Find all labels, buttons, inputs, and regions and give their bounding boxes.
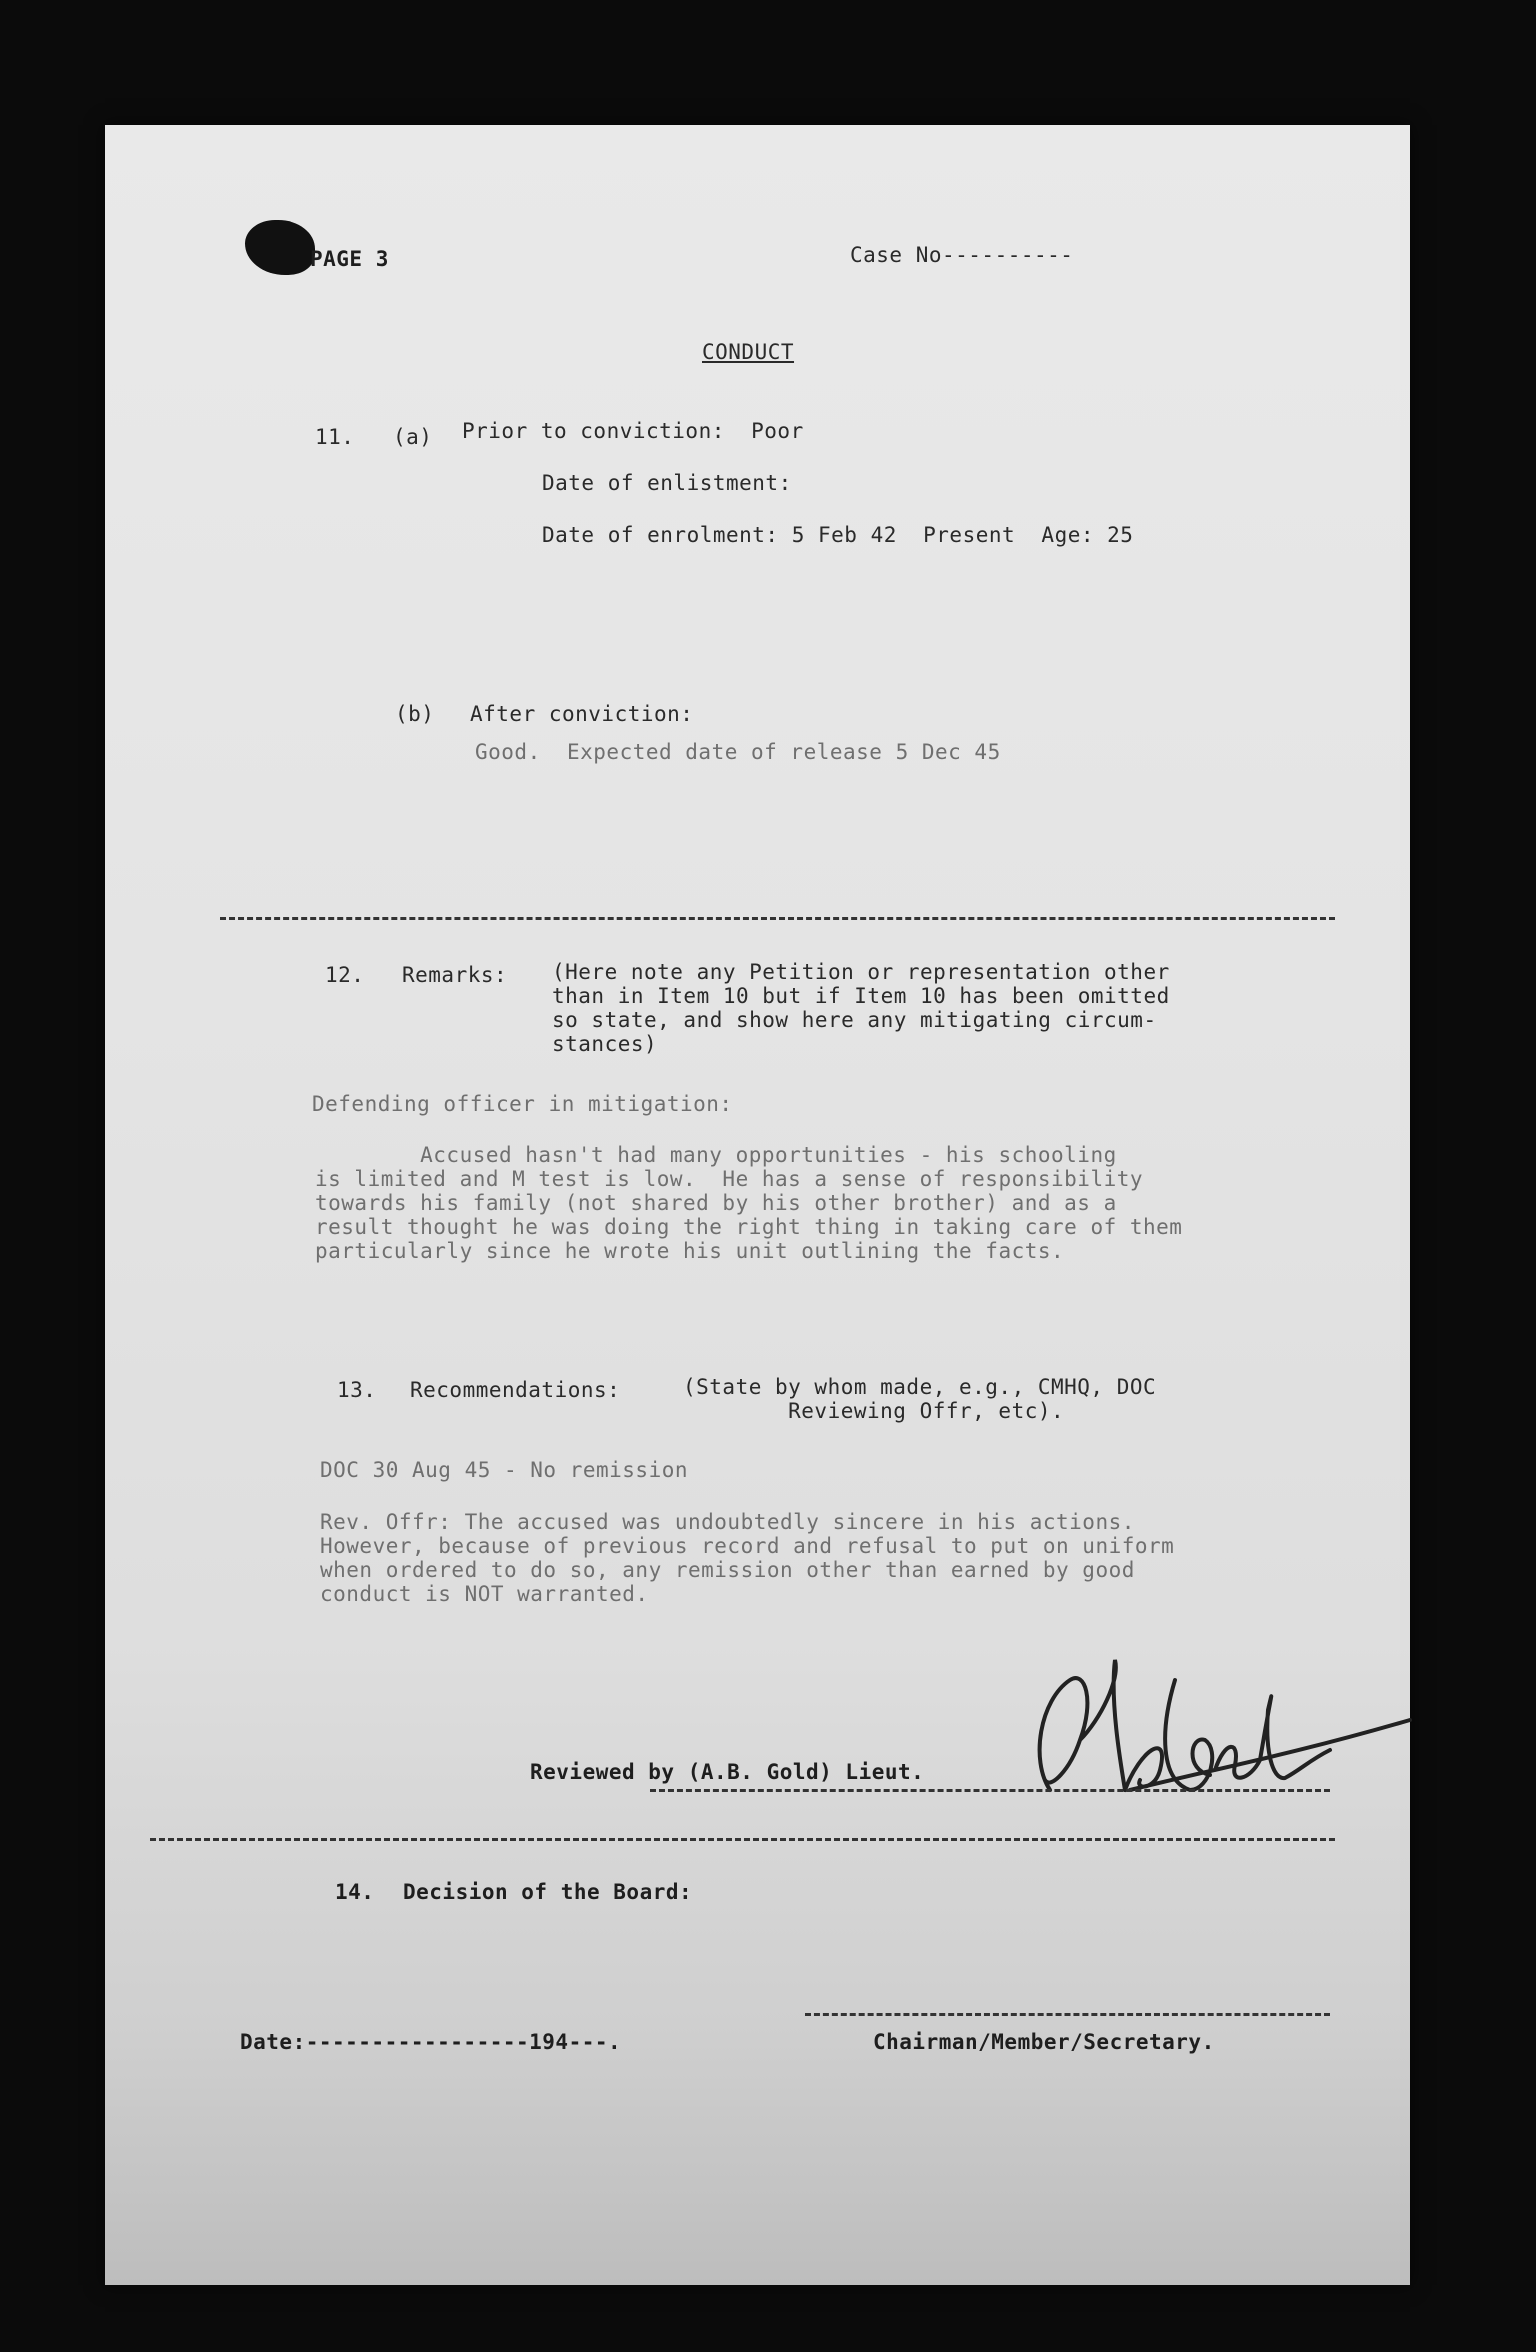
case-number: Case No----------: [850, 243, 1074, 267]
page-label: PAGE 3: [310, 247, 389, 271]
item13-rev-body: Rev. Offr: The accused was undoubtedly sincere in his actions. However, because of previous record and refusal to put on uniform when ordered to do so, any remission other than earned by good conduct is NOT warranted.: [320, 1510, 1175, 1606]
item11-a-text: Prior to conviction: Poor: [462, 419, 804, 443]
signature-line: [805, 2013, 1330, 2016]
date-line: Date:-----------------194---.: [240, 2030, 622, 2054]
item12-label: Remarks:: [402, 963, 508, 987]
document-page: [105, 125, 1410, 2285]
divider-2: [150, 1838, 1335, 1841]
signature-role: Chairman/Member/Secretary.: [873, 2030, 1215, 2054]
item14-number: 14.: [335, 1880, 375, 1904]
item12-subhead: Defending officer in mitigation:: [312, 1092, 733, 1116]
signature-image: [1010, 1640, 1430, 1820]
item13-number: 13.: [337, 1378, 377, 1402]
reviewer-underline: [650, 1789, 1330, 1792]
punch-hole-mark: [245, 220, 315, 275]
item11-b-label: (b): [395, 702, 435, 726]
section-title: CONDUCT: [702, 340, 795, 364]
enrolment-line: Date of enrolment: 5 Feb 42 Present Age: 25: [542, 523, 1134, 547]
item14-label: Decision of the Board:: [403, 1880, 693, 1904]
item12-number: 12.: [325, 963, 365, 987]
item13-doc-line: DOC 30 Aug 45 - No remission: [320, 1458, 689, 1482]
item13-label: Recommendations:: [410, 1378, 621, 1402]
item11-a-label: (a): [393, 425, 433, 449]
item12-body: Accused hasn't had many opportunities - his schooling is limited and M test is low. He has a sense of responsibility towards his family (not shared by his other brother) and as a result thought he was doing the right thing in taking care of them particularly since he wrote his unit outlining the facts.: [315, 1143, 1183, 1263]
enlistment-line: Date of enlistment:: [542, 471, 792, 495]
divider-1: [220, 917, 1335, 920]
item13-instruction: (State by whom made, e.g., CMHQ, DOC Reviewing Offr, etc).: [683, 1375, 1157, 1423]
item11-b-detail: Good. Expected date of release 5 Dec 45: [475, 740, 1001, 764]
reviewed-by: Reviewed by (A.B. Gold) Lieut.: [530, 1760, 925, 1784]
item11-b-text: After conviction:: [470, 702, 694, 726]
item11-number: 11.: [315, 425, 355, 449]
item12-instruction: (Here note any Petition or representation other than in Item 10 but if Item 10 has been omitted so state, and show here any mitigating circum- stances): [552, 960, 1170, 1056]
